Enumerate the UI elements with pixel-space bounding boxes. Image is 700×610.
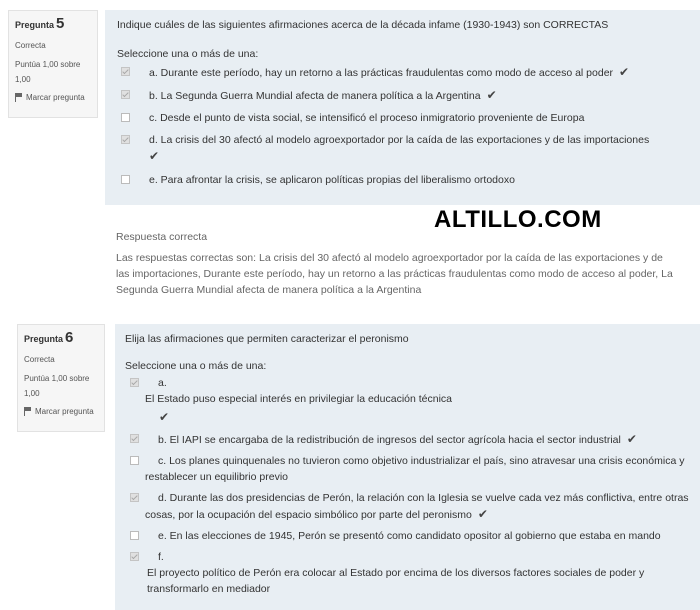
q6-flag-label: Marcar pregunta xyxy=(35,407,94,416)
q6-option-f xyxy=(125,549,690,597)
q6-option-b xyxy=(125,431,690,448)
q5-option-a-text: a. Durante este período, hay un retorno a las prácticas fraudulentas como modo de acceso al poder xyxy=(149,67,614,79)
q6-option-b-text: b. El IAPI se encargaba de la redistribución de ingresos del sector agrícola hacia el sector industrial xyxy=(158,434,621,446)
q6-checkbox-c[interactable] xyxy=(130,456,139,465)
q6-checkbox-b[interactable] xyxy=(130,434,139,443)
q6-info-panel xyxy=(17,324,105,432)
q5-number: 5 xyxy=(56,15,65,32)
watermark: ALTILLO.COM xyxy=(434,206,602,233)
q5-checkbox-e[interactable] xyxy=(121,175,130,184)
q6-option-a-text: El Estado puso especial interés en privilegiar la educación técnica xyxy=(145,393,453,405)
q5-option-c-text: c. Desde el punto de vista social, se intensificó el proceso inmigratorio proveniente de Europa xyxy=(149,112,585,124)
q6-option-f-text: El proyecto político de Perón era colocar al Estado por encima de los diversos factores sociales de poder y transformarlo en mediador xyxy=(147,567,645,595)
check-icon: ✔ xyxy=(626,432,637,446)
q5-checkbox-d[interactable] xyxy=(121,135,130,144)
q5-feedback-title: Respuesta correcta xyxy=(116,231,208,243)
q5-feedback xyxy=(116,229,676,298)
q6-option-e xyxy=(125,528,690,544)
q5-feedback-text: Las respuestas correctas son: La crisis del 30 afectó al modelo agroexportador por la caída de las exportaciones y de las importaciones, Durante este período, hay un retorno a las prácticas fraudulentas como modo de acceso al poder, La Segunda Guerra Mundial afecta de manera política a la Argentina xyxy=(116,252,673,296)
q5-info-panel xyxy=(8,10,98,118)
q5-checkbox-a[interactable] xyxy=(121,67,130,76)
check-icon: ✔ xyxy=(486,88,497,102)
q5-flag-question[interactable] xyxy=(15,93,91,102)
q5-option-b-text: b. La Segunda Guerra Mundial afecta de manera política a la Argentina xyxy=(149,90,481,102)
q6-number: 6 xyxy=(65,329,74,346)
q6-score: Puntúa 1,00 sobre 1,00 xyxy=(24,374,90,398)
q6-option-d-text: d. Durante las dos presidencias de Perón, la relación con la Iglesia se vuelve cada vez más conflictiva, entre otras cosas, por la ocupación del espacio simbólico por parte del peronismo xyxy=(145,492,689,521)
q5-content-panel xyxy=(105,10,700,205)
q5-option-c xyxy=(117,110,688,126)
q6-checkbox-e[interactable] xyxy=(130,531,139,540)
q5-option-d-text: d. La crisis del 30 afectó al modelo agroexportador por la caída de las exportaciones y de las importaciones xyxy=(149,134,650,146)
q5-status: Correcta xyxy=(15,41,46,50)
q6-content-panel xyxy=(115,324,700,610)
q5-score: Puntúa 1,00 sobre 1,00 xyxy=(15,60,81,84)
q6-option-c-text: c. Los planes quinquenales no tuvieron como objetivo industrializar el país, sino atravesar una crisis económica y restablecer un equilibrio previo xyxy=(145,455,685,483)
q6-option-a-letter: a. xyxy=(158,377,167,389)
q6-question-text: Elija las afirmaciones que permiten caracterizar el peronismo xyxy=(125,333,409,345)
flag-icon xyxy=(15,93,23,102)
q5-flag-label: Marcar pregunta xyxy=(26,93,85,102)
flag-icon xyxy=(24,407,32,416)
q5-checkbox-b[interactable] xyxy=(121,90,130,99)
q6-checkbox-a[interactable] xyxy=(130,378,139,387)
q6-checkbox-d[interactable] xyxy=(130,493,139,502)
q6-option-a xyxy=(125,375,690,426)
q6-checkbox-f[interactable] xyxy=(130,552,139,561)
q5-option-e-text: e. Para afrontar la crisis, se aplicaron políticas propias del liberalismo ortodoxo xyxy=(149,174,515,186)
q5-option-d xyxy=(117,132,688,164)
q5-label: Pregunta xyxy=(15,20,55,30)
q5-prompt: Seleccione una o más de una: xyxy=(117,48,259,60)
q6-prompt: Seleccione una o más de una: xyxy=(125,360,267,372)
q6-option-e-text: e. En las elecciones de 1945, Perón se presentó como candidato opositor al gobierno que estaba en mando xyxy=(158,530,661,542)
q6-option-d xyxy=(125,490,690,523)
q5-option-a xyxy=(117,64,688,81)
q5-question-text: Indique cuáles de las siguientes afirmaciones acerca de la década infame (1930-1943) son CORRECTAS xyxy=(117,19,609,31)
q6-option-c xyxy=(125,453,690,485)
check-icon: ✔ xyxy=(477,507,488,521)
q5-option-b xyxy=(117,87,688,104)
q5-option-e xyxy=(117,172,688,188)
q6-option-f-letter: f. xyxy=(158,551,164,563)
check-icon: ✔ xyxy=(149,149,160,163)
check-icon: ✔ xyxy=(619,65,630,79)
q6-status: Correcta xyxy=(24,355,55,364)
q6-flag-question[interactable] xyxy=(24,407,98,416)
q6-label: Pregunta xyxy=(24,334,64,344)
q5-checkbox-c[interactable] xyxy=(121,113,130,122)
check-icon: ✔ xyxy=(159,410,170,424)
